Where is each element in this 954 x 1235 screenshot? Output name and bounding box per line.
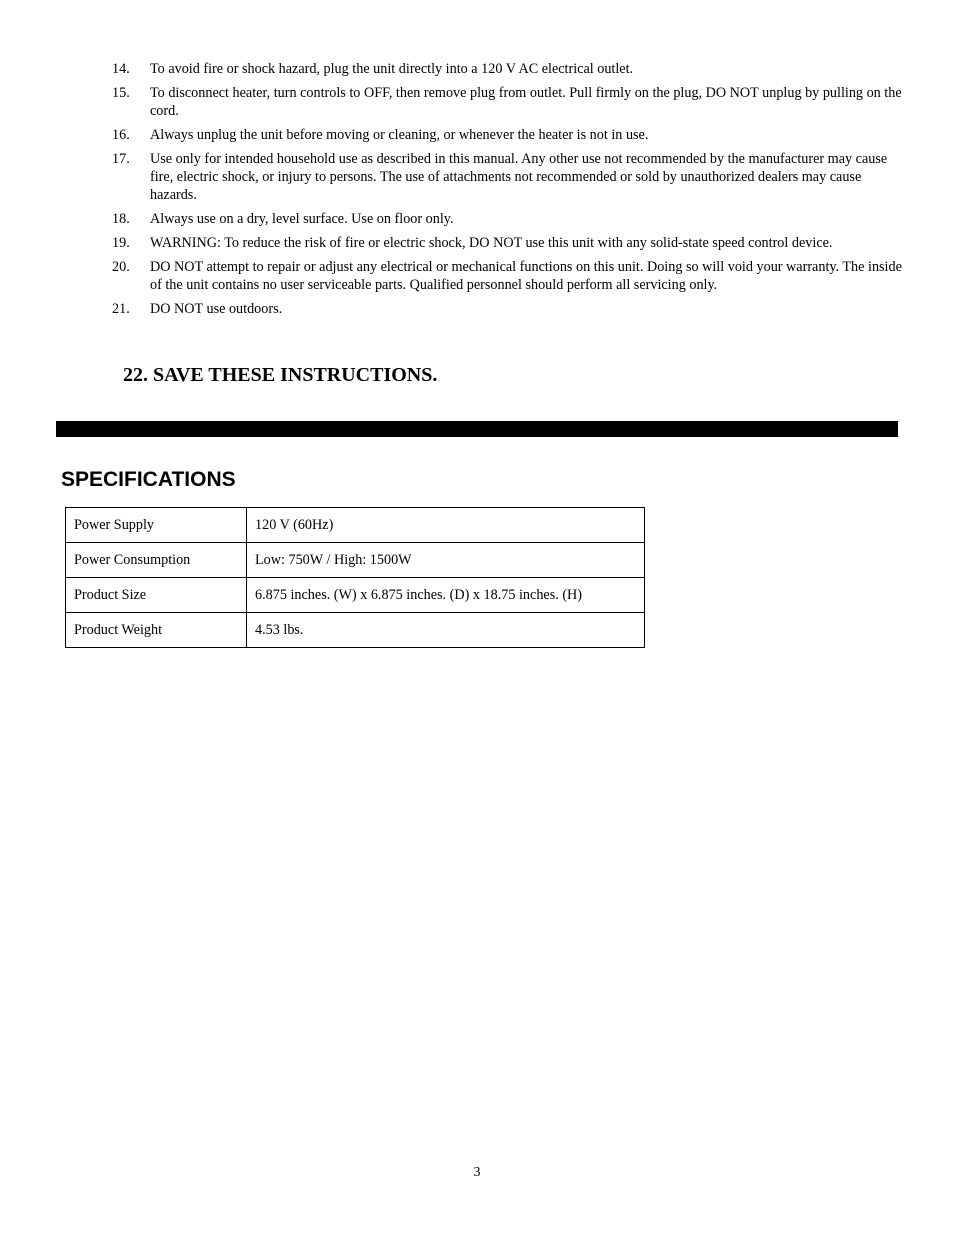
item-text: DO NOT use outdoors. <box>150 301 283 317</box>
item-text: To disconnect heater, turn controls to OFF, then remove plug from outlet. Pull firmly on the plug, DO NOT unplug by pulling on the cord. <box>150 85 902 119</box>
spec-value: Low: 750W / High: 1500W <box>247 543 645 578</box>
table-row <box>66 543 645 578</box>
item-text: To avoid fire or shock hazard, plug the unit directly into a 120 V AC electrical outlet. <box>150 61 634 77</box>
item-text: DO NOT attempt to repair or adjust any electrical or mechanical functions on this unit. Doing so will void your warranty. The inside of the unit contains no user serviceable parts. Qualified personnel should perform all servicing only. <box>150 259 902 293</box>
item-number: 17. <box>112 151 130 167</box>
item-number: 16. <box>112 127 130 143</box>
spec-label: Product Weight <box>66 613 247 648</box>
list-item <box>112 300 902 318</box>
spec-label: Product Size <box>66 578 247 613</box>
item-number: 14. <box>112 61 130 77</box>
spec-label: Power Consumption <box>66 543 247 578</box>
safety-instructions-list <box>112 60 902 324</box>
spec-label: Power Supply <box>66 508 247 543</box>
list-item <box>112 84 902 120</box>
list-item <box>112 258 902 294</box>
item-text: Use only for intended household use as described in this manual. Any other use not recommended by the manufacturer may cause fire, electric shock, or injury to persons. The use of attachments not recommended or sold by unauthorized dealers may cause hazards. <box>150 151 888 203</box>
list-item <box>112 150 902 204</box>
spec-value: 6.875 inches. (W) x 6.875 inches. (D) x 18.75 inches. (H) <box>247 578 645 613</box>
list-item <box>112 234 902 252</box>
save-instructions-heading: 22. SAVE THESE INSTRUCTIONS. <box>123 364 438 386</box>
item-number: 18. <box>112 211 130 227</box>
specifications-table <box>65 507 645 648</box>
table-row <box>66 508 645 543</box>
item-number: 19. <box>112 235 130 251</box>
list-item <box>112 126 902 144</box>
item-number: 21. <box>112 301 130 317</box>
spec-value: 4.53 lbs. <box>247 613 645 648</box>
page-number: 3 <box>473 1165 481 1180</box>
table-row <box>66 578 645 613</box>
section-divider-bar <box>56 421 898 437</box>
specifications-title: SPECIFICATIONS <box>61 468 236 491</box>
item-number: 20. <box>112 259 130 275</box>
list-item <box>112 60 902 78</box>
spec-value: 120 V (60Hz) <box>247 508 645 543</box>
item-text: WARNING: To reduce the risk of fire or electric shock, DO NOT use this unit with any solid-state speed control device. <box>150 235 833 251</box>
table-row <box>66 613 645 648</box>
item-text: Always unplug the unit before moving or cleaning, or whenever the heater is not in use. <box>150 127 649 143</box>
item-text: Always use on a dry, level surface. Use on floor only. <box>150 211 454 227</box>
item-number: 15. <box>112 85 130 101</box>
list-item <box>112 210 902 228</box>
